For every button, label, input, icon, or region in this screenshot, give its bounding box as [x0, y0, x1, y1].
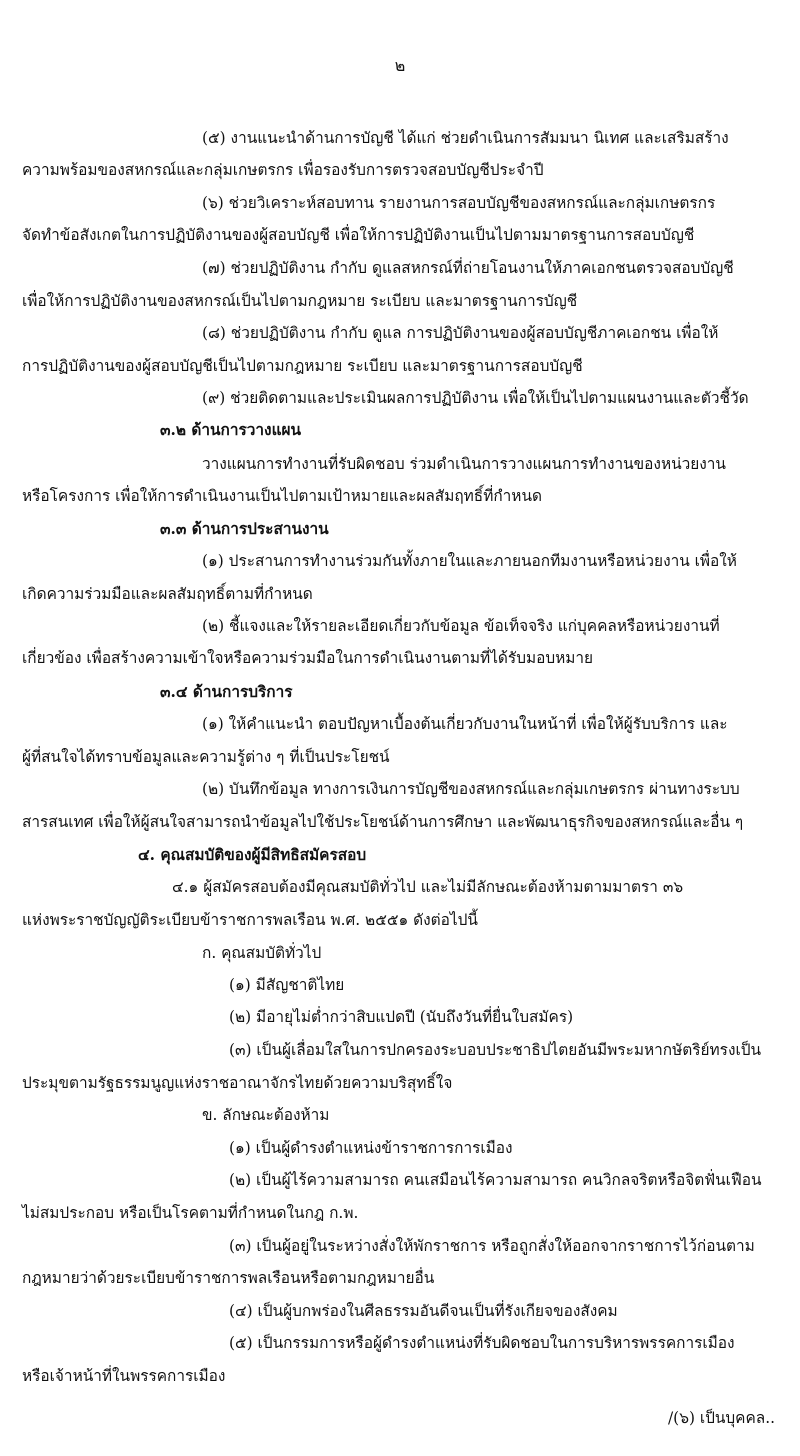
paragraph-line: ประมุขตามรัฐธรรมนูญแห่งราชอาณาจักรไทยด้วยความบริสุทธิ์ใจ: [22, 1074, 453, 1092]
paragraph-line: กฎหมายว่าด้วยระเบียบข้าราชการพลเรือนหรือตามกฎหมายอื่น: [22, 1269, 435, 1287]
paragraph-line: ไม่สมประกอบ หรือเป็นโรคตามที่กำหนดในกฎ ก.พ.: [22, 1204, 359, 1222]
section-heading: ๓.๒ ด้านการวางแผน: [160, 421, 302, 439]
list-item: (๔) เป็นผู้บกพร่องในศีลธรรมอันดีจนเป็นที่รังเกียจของสังคม: [229, 1302, 618, 1320]
paragraph-line: เกี่ยวข้อง เพื่อสร้างความเข้าใจหรือความร่วมมือในการดำเนินงานตามที่ได้รับมอบหมาย: [22, 649, 594, 667]
paragraph-line: แห่งพระราชบัญญัติระเบียบข้าราชการพลเรือน พ.ศ. ๒๕๕๑ ดังต่อไปนี้: [22, 911, 478, 929]
list-item: (๕) เป็นกรรมการหรือผู้ดำรงตำแหน่งที่รับผิดชอบในการบริหารพรรคการเมือง: [229, 1334, 735, 1352]
subsection-heading: ก. คุณสมบัติทั่วไป: [202, 944, 322, 962]
paragraph-line: เกิดความร่วมมือและผลสัมฤทธิ์ตามที่กำหนด: [22, 585, 313, 603]
paragraph-line: (๕) งานแนะนำด้านการบัญชี ได้แก่ ช่วยดำเนินการสัมมนา นิเทศ และเสริมสร้าง: [202, 129, 729, 147]
section-heading: ๓.๓ ด้านการประสานงาน: [160, 520, 329, 538]
paragraph-line: (๑) ประสานการทำงานร่วมกันทั้งภายในและภายนอกทีมงานหรือหน่วยงาน เพื่อให้: [202, 552, 737, 570]
continuation-note: /(๖) เป็นบุคคล..: [668, 1409, 775, 1427]
paragraph-line: ความพร้อมของสหกรณ์และกลุ่มเกษตรกร เพื่อรองรับการตรวจสอบบัญชีประจำปี: [22, 161, 544, 179]
paragraph-line: ผู้ที่สนใจได้ทราบข้อมูลและความรู้ต่าง ๆ ที่เป็นประโยชน์: [22, 748, 390, 766]
subsection-heading: ข. ลักษณะต้องห้าม: [202, 1106, 330, 1124]
list-item: (๓) เป็นผู้อยู่ในระหว่างสั่งให้พักราชการ หรือถูกสั่งให้ออกจากราชการไว้ก่อนตาม: [229, 1237, 755, 1255]
paragraph-line: สารสนเทศ เพื่อให้ผู้สนใจสามารถนำข้อมูลไปใช้ประโยชน์ด้านการศึกษา และพัฒนาธุรกิจของสหกรณ์และอื่น ๆ: [22, 813, 744, 831]
paragraph-line: วางแผนการทำงานที่รับผิดชอบ ร่วมดำเนินการวางแผนการทำงานของหน่วยงาน: [202, 455, 726, 473]
list-item: (๒) มีอายุไม่ต่ำกว่าสิบแปดปี (นับถึงวันที่ยื่นใบสมัคร): [229, 1008, 574, 1026]
section-heading: ๔. คุณสมบัติของผู้มีสิทธิสมัครสอบ: [138, 846, 367, 864]
list-item: (๑) มีสัญชาติไทย: [229, 976, 345, 994]
list-item: (๒) เป็นผู้ไร้ความสามารถ คนเสมือนไร้ความสามารถ คนวิกลจริตหรือจิตฟั่นเฟือน: [229, 1171, 762, 1189]
paragraph-line: (๑) ให้คำแนะนำ ตอบปัญหาเบื้องต้นเกี่ยวกับงานในหน้าที่ เพื่อให้ผู้รับบริการ และ: [202, 715, 728, 733]
paragraph-line: (๒) บันทึกข้อมูล ทางการเงินการบัญชีของสหกรณ์และกลุ่มเกษตรกร ผ่านทางระบบ: [202, 780, 740, 798]
section-heading: ๓.๔ ด้านการบริการ: [160, 683, 293, 701]
paragraph-line: หรือเจ้าหน้าที่ในพรรคการเมือง: [22, 1367, 226, 1385]
paragraph-line: (๗) ช่วยปฏิบัติงาน กำกับ ดูแลสหกรณ์ที่ถ่ายโอนงานให้ภาคเอกชนตรวจสอบบัญชี: [202, 259, 734, 277]
paragraph-line: หรือโครงการ เพื่อให้การดำเนินงานเป็นไปตามเป้าหมายและผลสัมฤทธิ์ที่กำหนด: [22, 487, 542, 505]
paragraph-line: จัดทำข้อสังเกตในการปฏิบัติงานของผู้สอบบัญชี เพื่อให้การปฏิบัติงานเป็นไปตามมาตรฐานการสอบบัญชี: [22, 226, 695, 244]
list-item: (๓) เป็นผู้เลื่อมใสในการปกครองระบอบประชาธิปไตยอันมีพระมหากษัตริย์ทรงเป็น: [229, 1041, 762, 1059]
list-item: (๑) เป็นผู้ดำรงตำแหน่งข้าราชการการเมือง: [229, 1139, 513, 1157]
paragraph-line: (๘) ช่วยปฏิบัติงาน กำกับ ดูแล การปฏิบัติงานของผู้สอบบัญชีภาคเอกชน เพื่อให้: [202, 324, 719, 342]
paragraph-line: ๔.๑ ผู้สมัครสอบต้องมีคุณสมบัติทั่วไป และไม่มีลักษณะต้องห้ามตามมาตรา ๓๖: [172, 878, 684, 896]
paragraph-line: (๖) ช่วยวิเคราะห์สอบทาน รายงานการสอบบัญชีของสหกรณ์และกลุ่มเกษตรกร: [202, 194, 716, 212]
paragraph-line: (๙) ช่วยติดตามและประเมินผลการปฏิบัติงาน เพื่อให้เป็นไปตามแผนงานและตัวชี้วัด: [202, 389, 749, 407]
paragraph-line: การปฏิบัติงานของผู้สอบบัญชีเป็นไปตามกฎหมาย ระเบียบ และมาตรฐานการสอบบัญชี: [22, 357, 583, 375]
paragraph-line: (๒) ชี้แจงและให้รายละเอียดเกี่ยวกับข้อมูล ข้อเท็จจริง แก่บุคคลหรือหน่วยงานที่: [202, 617, 720, 635]
paragraph-line: เพื่อให้การปฏิบัติงานของสหกรณ์เป็นไปตามกฎหมาย ระเบียบ และมาตรฐานการบัญชี: [22, 292, 578, 310]
page-number: ๒: [394, 56, 406, 75]
